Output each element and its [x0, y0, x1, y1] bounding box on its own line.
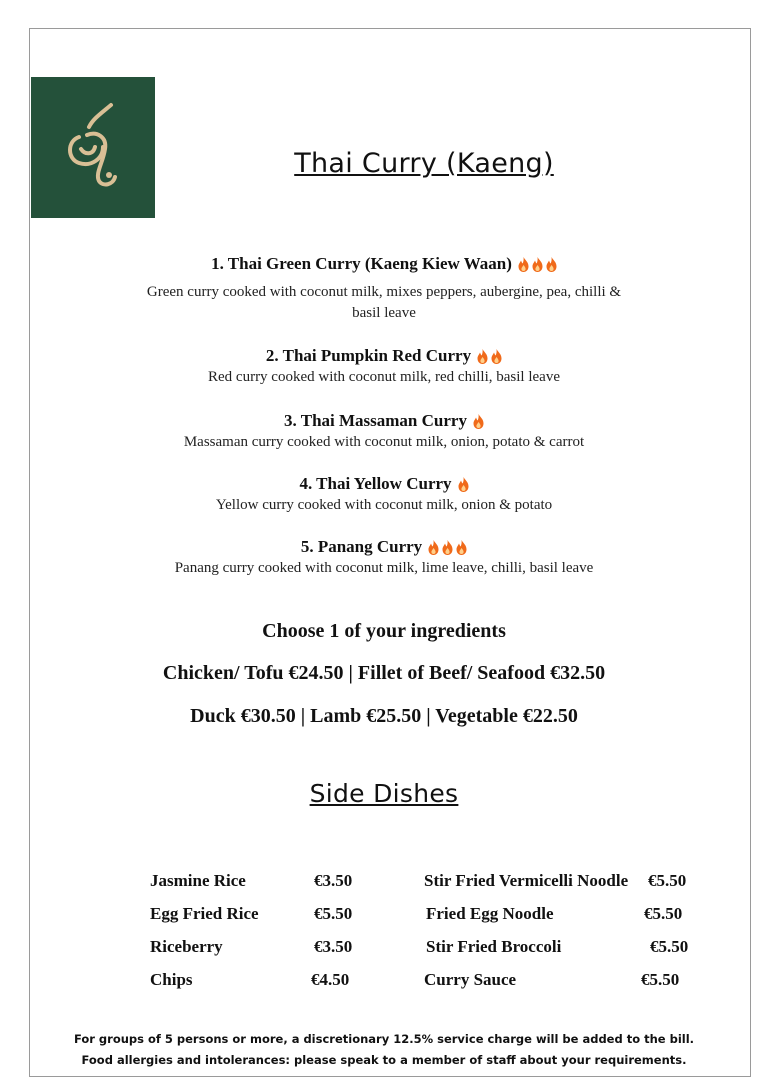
- side-dish-price: €5.50: [641, 970, 680, 989]
- chilli-flame-icon: [458, 477, 469, 492]
- choose-ingredient-heading: Choose 1 of your ingredients: [262, 620, 506, 642]
- side-dish-price: €5.50: [314, 904, 353, 923]
- side-dish-price: €5.50: [650, 937, 689, 956]
- spice-level: [473, 414, 484, 429]
- curry-description: Massaman curry cooked with coconut milk, onion, potato & carrot: [183, 434, 585, 450]
- side-dishes-title: Side Dishes: [309, 779, 459, 808]
- chilli-flame-icon: [442, 540, 453, 555]
- ingredient-prices-line-2: Duck €30.50 | Lamb €25.50 | Vegetable €22.50: [190, 705, 578, 727]
- ingredient-prices-line-1: Chicken/ Tofu €24.50 | Fillet of Beef/ Seafood €32.50: [162, 662, 606, 684]
- curry-item-5: [0, 537, 768, 579]
- restaurant-logo-icon: [59, 97, 129, 197]
- side-dish-name: Curry Sauce: [424, 970, 517, 989]
- curry-section-title: Thai Curry (Kaeng): [294, 148, 554, 179]
- curry-item-4: [0, 474, 768, 516]
- curry-item-1: [0, 254, 768, 324]
- chilli-flame-icon: [532, 257, 543, 272]
- curry-description: Panang curry cooked with coconut milk, lime leave, chilli, basil leave: [174, 560, 594, 576]
- spice-level: [518, 257, 557, 272]
- curry-description: Yellow curry cooked with coconut milk, onion & potato: [215, 497, 553, 513]
- curry-name: 4. Thai Yellow Curry: [299, 474, 452, 493]
- chilli-flame-icon: [456, 540, 467, 555]
- chilli-flame-icon: [546, 257, 557, 272]
- chilli-flame-icon: [518, 257, 529, 272]
- side-dish-price: €5.50: [644, 904, 683, 923]
- side-dish-price: €5.50: [648, 871, 687, 890]
- service-charge-note: For groups of 5 persons or more, a discretionary 12.5% service charge will be added to the bill.: [73, 1032, 695, 1046]
- curry-item-2: [0, 346, 768, 388]
- spice-level: [477, 349, 502, 364]
- side-dish-price: €3.50: [314, 937, 353, 956]
- side-dish-name: Stir Fried Vermicelli Noodle: [424, 871, 629, 890]
- curry-name: 2. Thai Pumpkin Red Curry: [265, 346, 472, 365]
- side-dish-name: Chips: [150, 970, 193, 989]
- curry-name: 1. Thai Green Curry (Kaeng Kiew Waan): [211, 254, 512, 273]
- chilli-flame-icon: [428, 540, 439, 555]
- chilli-flame-icon: [491, 349, 502, 364]
- curry-name: 3. Thai Massaman Curry: [284, 411, 467, 430]
- side-dish-name: Stir Fried Broccoli: [426, 937, 562, 956]
- curry-description-cont: basil leave: [352, 305, 416, 321]
- curry-description: Green curry cooked with coconut milk, mixes peppers, aubergine, pea, chilli &: [146, 284, 622, 300]
- side-dish-price: €4.50: [311, 970, 350, 989]
- allergy-note: Food allergies and intolerances: please speak to a member of staff about your requirements.: [81, 1053, 687, 1067]
- side-dish-name: Fried Egg Noodle: [426, 904, 554, 923]
- chilli-flame-icon: [477, 349, 488, 364]
- side-dish-name: Jasmine Rice: [150, 871, 246, 890]
- side-dish-name: Egg Fried Rice: [150, 904, 259, 923]
- side-dishes-list: [0, 871, 768, 1001]
- curry-name: 5. Panang Curry: [300, 537, 423, 556]
- spice-level: [428, 540, 467, 555]
- chilli-flame-icon: [473, 414, 484, 429]
- curry-description: Red curry cooked with coconut milk, red chilli, basil leave: [208, 369, 560, 385]
- side-dish-name: Riceberry: [150, 937, 223, 956]
- spice-level: [458, 477, 469, 492]
- curry-item-3: [0, 411, 768, 453]
- side-dish-price: €3.50: [314, 871, 353, 890]
